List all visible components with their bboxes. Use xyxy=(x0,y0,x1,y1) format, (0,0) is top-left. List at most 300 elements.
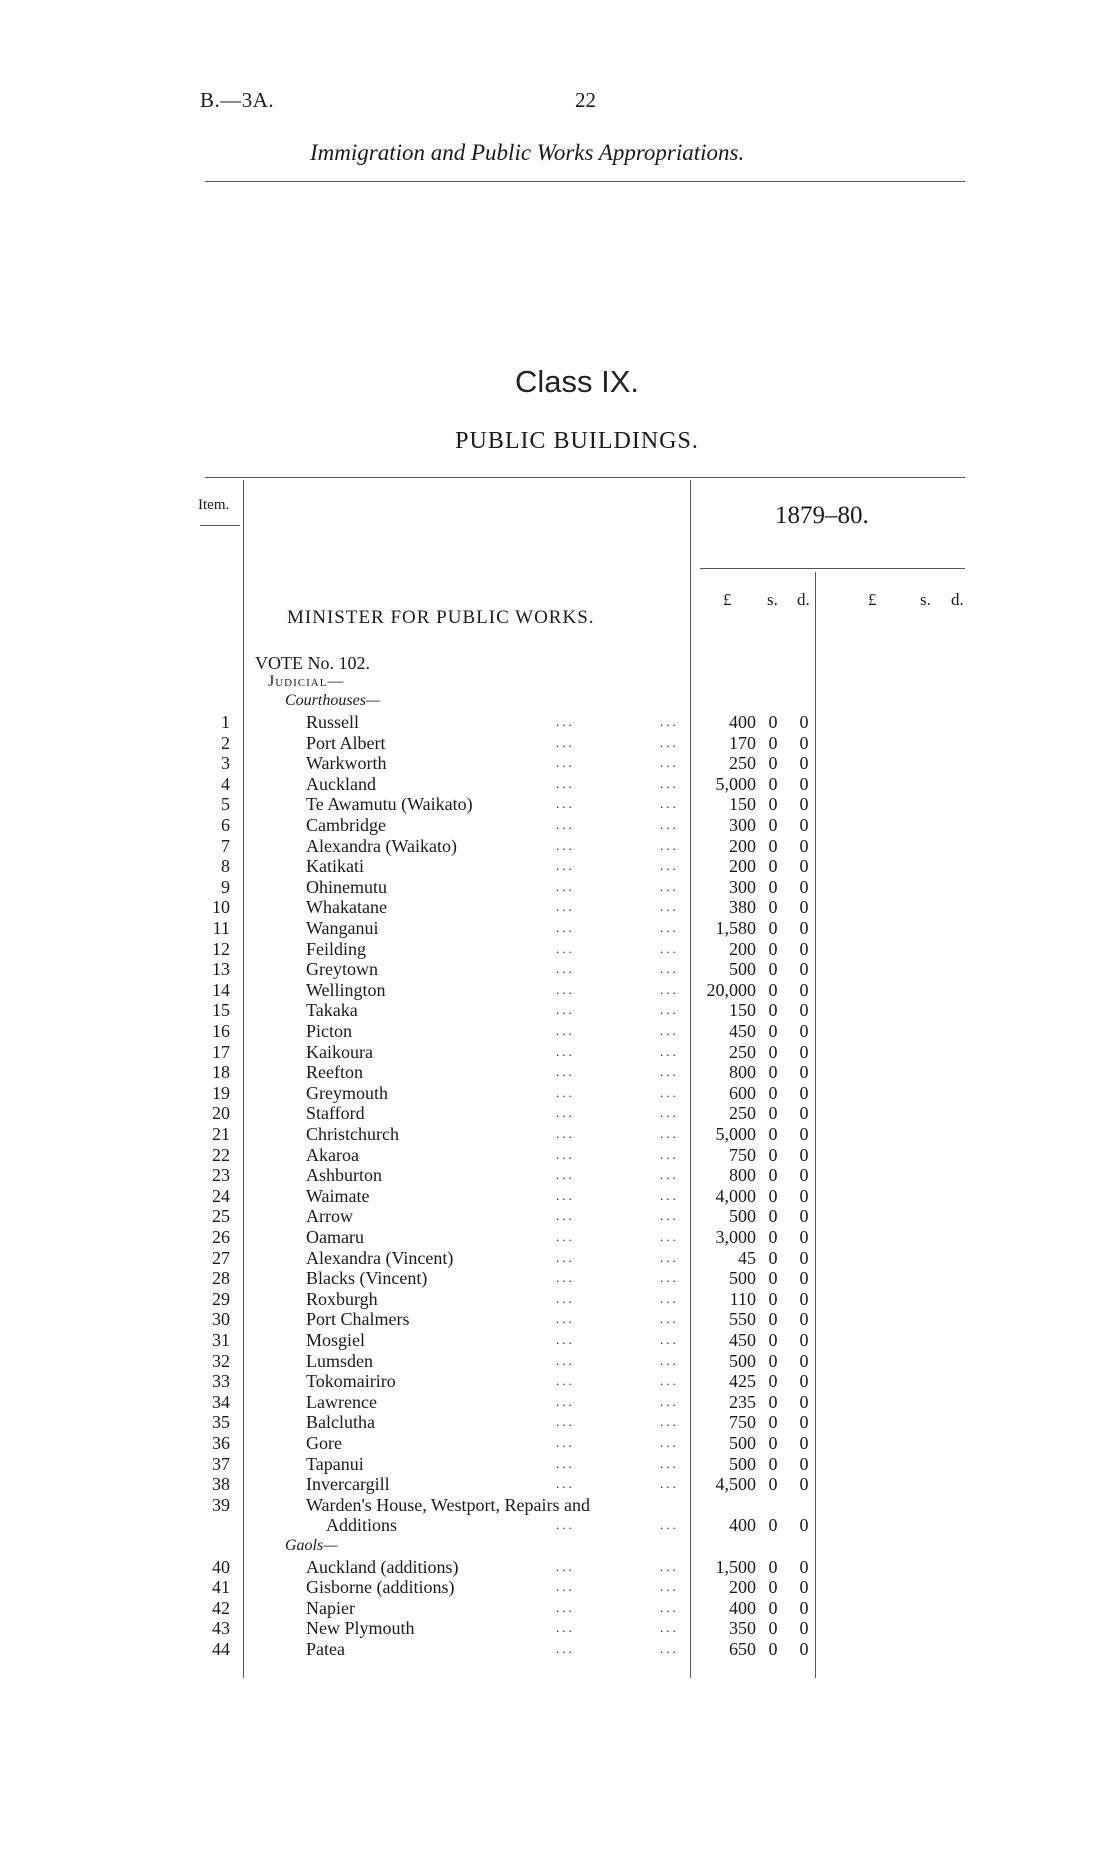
leader-dots: ... xyxy=(556,1579,575,1595)
amount-shillings: 0 xyxy=(768,1391,778,1412)
amount-pounds: 450 xyxy=(729,1021,756,1041)
leader-dots: ... xyxy=(660,940,679,956)
table-row xyxy=(0,794,1114,815)
amount-shillings: 0 xyxy=(768,1639,778,1659)
amount-pence: 0 xyxy=(799,959,809,980)
amount-shillings: 0 xyxy=(768,1453,778,1474)
table-row xyxy=(0,1330,1114,1351)
amount-shillings: 0 xyxy=(768,856,778,877)
running-title: Immigration and Public Works Appropriations. xyxy=(310,140,745,165)
section-title: PUBLIC BUILDINGS. xyxy=(455,428,699,454)
item-name: Alexandra (Waikato) xyxy=(306,835,457,856)
amount-shillings: 0 xyxy=(768,1000,778,1021)
leader-dots: ... xyxy=(556,1105,575,1121)
amount-pounds: 250 xyxy=(729,753,756,774)
pounds-header-2: £ xyxy=(868,590,877,609)
item-number: 8 xyxy=(221,856,230,877)
amount-pence: 0 xyxy=(799,835,809,856)
item-number: 33 xyxy=(212,1371,230,1392)
item-name: Feilding xyxy=(306,938,367,959)
item-name: Waimate xyxy=(306,1185,370,1206)
table-row xyxy=(0,1083,1114,1104)
table-row xyxy=(0,1371,1114,1392)
amount-pence: 0 xyxy=(799,1639,809,1659)
amount-pence: 0 xyxy=(799,1082,809,1103)
item-number: 6 xyxy=(221,815,230,835)
leader-dots: ... xyxy=(660,1167,679,1183)
amount-pence: 0 xyxy=(799,1206,809,1227)
leader-dots: ... xyxy=(660,1517,679,1533)
table-row xyxy=(0,1062,1114,1083)
leader-dots: ... xyxy=(660,714,679,729)
leader-dots: ... xyxy=(660,1641,679,1656)
table-row xyxy=(0,1639,1114,1660)
amount-shillings: 0 xyxy=(768,835,778,856)
item-number: 23 xyxy=(212,1165,230,1186)
table-row xyxy=(0,1577,1114,1598)
item-number: 35 xyxy=(212,1412,230,1433)
amount-pence: 0 xyxy=(799,1577,809,1598)
table-row-warden-line2 xyxy=(0,1515,1114,1536)
amount-shillings: 0 xyxy=(768,1618,778,1639)
table-row xyxy=(0,1412,1114,1433)
leader-dots: ... xyxy=(556,899,575,915)
amount-pounds: 20,000 xyxy=(706,979,756,1000)
amount-shillings: 0 xyxy=(768,1433,778,1453)
amount-pounds: 200 xyxy=(729,1577,756,1598)
leader-dots: ... xyxy=(660,1558,679,1574)
leader-dots: ... xyxy=(660,899,679,915)
item-number: 32 xyxy=(212,1350,230,1371)
amount-pounds: 150 xyxy=(729,1000,756,1021)
amount-pounds: 150 xyxy=(729,794,756,815)
amount-pounds: 250 xyxy=(729,1103,756,1124)
item-name: Ohinemutu xyxy=(306,876,387,897)
item-number: 7 xyxy=(221,835,230,856)
pence-header-2: d. xyxy=(951,590,964,609)
amount-pence: 0 xyxy=(799,753,809,774)
amount-pounds: 4,500 xyxy=(715,1474,756,1495)
leader-dots: ... xyxy=(660,1270,679,1286)
amount-pence: 0 xyxy=(799,918,809,938)
amount-pounds: 5,000 xyxy=(715,773,756,794)
item-name: Stafford xyxy=(306,1103,365,1124)
leader-dots: ... xyxy=(556,755,575,771)
amount-pence: 0 xyxy=(799,876,809,897)
table-row xyxy=(0,753,1114,774)
item-name: Ashburton xyxy=(306,1165,382,1186)
ministry-heading: MINISTER FOR PUBLIC WORKS. xyxy=(287,607,595,628)
gaols-heading: Gaols— xyxy=(285,1537,338,1554)
table-row xyxy=(0,1248,1114,1269)
leader-dots: ... xyxy=(660,1332,679,1347)
leader-dots: ... xyxy=(660,755,679,771)
item-name: Port Albert xyxy=(306,732,386,753)
item-number: 26 xyxy=(212,1227,230,1247)
table-top-rule xyxy=(205,477,965,478)
amount-pounds: 400 xyxy=(729,1597,756,1618)
amount-pounds: 300 xyxy=(729,876,756,897)
item-name: Warkworth xyxy=(306,753,387,774)
amount-shillings: 0 xyxy=(768,753,778,774)
amount-pounds: 200 xyxy=(729,856,756,877)
class-title: Class IX. xyxy=(514,364,640,399)
leader-dots: ... xyxy=(556,1455,575,1471)
leader-dots: ... xyxy=(556,1641,575,1656)
leader-dots: ... xyxy=(660,734,679,750)
amount-shillings: 0 xyxy=(768,1474,778,1495)
leader-dots: ... xyxy=(556,837,575,853)
item-number: 16 xyxy=(212,1021,230,1041)
leader-dots: ... xyxy=(556,1249,575,1265)
amount-pence: 0 xyxy=(799,1041,809,1062)
item-number: 41 xyxy=(212,1577,230,1598)
item-name: Tokomairiro xyxy=(306,1371,396,1392)
amount-shillings: 0 xyxy=(768,1556,778,1577)
item-name: Russell xyxy=(306,712,360,732)
item-number: 20 xyxy=(212,1103,230,1124)
leader-dots: ... xyxy=(556,796,575,812)
item-number: 27 xyxy=(212,1247,230,1268)
item-number: 36 xyxy=(212,1433,230,1453)
amount-pence: 0 xyxy=(799,1474,809,1495)
amount-pounds: 425 xyxy=(729,1371,756,1392)
leader-dots: ... xyxy=(556,714,575,729)
amount-pounds: 45 xyxy=(738,1247,756,1268)
amount-shillings: 0 xyxy=(768,897,778,918)
leader-dots: ... xyxy=(556,1229,575,1244)
item-name-continued: Additions xyxy=(326,1515,398,1536)
leader-dots: ... xyxy=(660,1579,679,1595)
leader-dots: ... xyxy=(556,734,575,750)
amount-pence: 0 xyxy=(799,815,809,835)
leader-dots: ... xyxy=(556,1352,575,1368)
amount-pence: 0 xyxy=(799,712,809,732)
item-header-underline xyxy=(200,525,240,526)
item-number: 17 xyxy=(212,1041,230,1062)
leader-dots: ... xyxy=(660,837,679,853)
amount-shillings: 0 xyxy=(768,815,778,835)
leader-dots: ... xyxy=(660,1126,679,1141)
leader-dots: ... xyxy=(660,920,679,935)
table-row xyxy=(0,856,1114,877)
leader-dots: ... xyxy=(556,1270,575,1286)
item-name: Gore xyxy=(306,1433,342,1453)
leader-dots: ... xyxy=(660,796,679,812)
item-number: 11 xyxy=(212,918,230,938)
table-row xyxy=(0,1392,1114,1413)
amount-pounds: 3,000 xyxy=(715,1227,756,1247)
amount-pounds: 800 xyxy=(729,1062,756,1083)
item-name: Katikati xyxy=(306,856,364,877)
document-reference: B.—3A. xyxy=(200,88,275,112)
amount-pounds: 170 xyxy=(729,732,756,753)
page-number: 22 xyxy=(575,88,596,112)
item-number: 5 xyxy=(221,794,230,815)
leader-dots: ... xyxy=(660,1620,679,1636)
amount-pence: 0 xyxy=(799,1268,809,1289)
amount-pence: 0 xyxy=(799,856,809,877)
leader-dots: ... xyxy=(556,1208,575,1224)
table-row xyxy=(0,1289,1114,1310)
item-number: 18 xyxy=(212,1062,230,1083)
amount-pence: 0 xyxy=(799,1247,809,1268)
year-column-header: 1879–80. xyxy=(775,502,869,529)
leader-dots: ... xyxy=(556,1043,575,1059)
amount-pence: 0 xyxy=(799,1391,809,1412)
amount-pence: 0 xyxy=(799,773,809,794)
amount-pence: 0 xyxy=(799,1185,809,1206)
table-row xyxy=(0,897,1114,918)
item-column-header: Item. xyxy=(198,497,230,513)
item-number: 2 xyxy=(221,732,230,753)
amount-shillings: 0 xyxy=(768,1144,778,1165)
amount-pounds: 250 xyxy=(729,1041,756,1062)
amount-pence: 0 xyxy=(799,1227,809,1247)
table-row xyxy=(0,918,1114,939)
amount-pence: 0 xyxy=(799,1288,809,1309)
amount-pounds: 500 xyxy=(729,1350,756,1371)
item-name: Cambridge xyxy=(306,815,386,835)
table-row xyxy=(0,1433,1114,1454)
amount-shillings: 0 xyxy=(768,979,778,1000)
item-name: Wellington xyxy=(306,979,386,1000)
amount-shillings: 0 xyxy=(768,732,778,753)
leader-dots: ... xyxy=(556,1373,575,1389)
item-name: Roxburgh xyxy=(306,1288,378,1309)
shillings-header-2: s. xyxy=(920,590,931,609)
amount-pounds: 500 xyxy=(729,1453,756,1474)
leader-dots: ... xyxy=(660,1393,679,1409)
item-name: New Plymouth xyxy=(306,1618,415,1639)
amount-pence: 0 xyxy=(799,1433,809,1453)
leader-dots: ... xyxy=(556,1290,575,1306)
amount-pounds: 1,580 xyxy=(715,918,756,938)
amount-pence: 0 xyxy=(799,1453,809,1474)
item-name: Oamaru xyxy=(306,1227,364,1247)
pounds-header-1: £ xyxy=(723,590,732,609)
table-row xyxy=(0,1268,1114,1289)
item-name: Blacks (Vincent) xyxy=(306,1268,428,1289)
leader-dots: ... xyxy=(556,1414,575,1430)
leader-dots: ... xyxy=(660,1002,679,1018)
item-number: 31 xyxy=(212,1330,230,1350)
item-number: 1 xyxy=(221,712,230,732)
amount-pence: 0 xyxy=(799,1000,809,1021)
amount-pounds: 300 xyxy=(729,815,756,835)
amount-shillings: 0 xyxy=(768,1247,778,1268)
item-name: Whakatane xyxy=(306,897,387,918)
amount-pounds: 400 xyxy=(729,1515,756,1536)
leader-dots: ... xyxy=(556,1599,575,1615)
amount-pounds: 400 xyxy=(729,712,756,732)
item-name: Patea xyxy=(306,1639,345,1659)
table-row xyxy=(0,1165,1114,1186)
item-name: Arrow xyxy=(306,1206,353,1227)
leader-dots: ... xyxy=(660,1311,679,1327)
amount-pence: 0 xyxy=(799,1597,809,1618)
leader-dots: ... xyxy=(660,1043,679,1059)
item-number: 28 xyxy=(212,1268,230,1289)
item-number: 25 xyxy=(212,1206,230,1227)
table-row xyxy=(0,815,1114,836)
leader-dots: ... xyxy=(556,981,575,997)
item-name: Port Chalmers xyxy=(306,1309,410,1330)
leader-dots: ... xyxy=(556,878,575,894)
leader-dots: ... xyxy=(556,940,575,956)
table-row xyxy=(0,774,1114,795)
amount-shillings: 0 xyxy=(768,712,778,732)
item-name: Napier xyxy=(306,1597,355,1618)
amount-pounds: 450 xyxy=(729,1330,756,1350)
amount-shillings: 0 xyxy=(768,773,778,794)
leader-dots: ... xyxy=(556,1126,575,1141)
amount-pounds: 380 xyxy=(729,897,756,918)
amount-pence: 0 xyxy=(799,1350,809,1371)
leader-dots: ... xyxy=(556,1311,575,1327)
amount-pence: 0 xyxy=(799,1165,809,1186)
item-number: 10 xyxy=(212,897,230,918)
item-name: Alexandra (Vincent) xyxy=(306,1247,454,1268)
item-number: 30 xyxy=(212,1309,230,1330)
amount-pounds: 800 xyxy=(729,1165,756,1186)
table-row xyxy=(0,1103,1114,1124)
table-row xyxy=(0,1351,1114,1372)
leader-dots: ... xyxy=(660,1373,679,1389)
amount-shillings: 0 xyxy=(768,1124,778,1144)
table-row xyxy=(0,1124,1114,1145)
leader-dots: ... xyxy=(660,1023,679,1038)
item-name: Greytown xyxy=(306,959,378,980)
amount-shillings: 0 xyxy=(768,1041,778,1062)
courthouses-heading: Courthouses— xyxy=(285,692,381,709)
amount-pence: 0 xyxy=(799,1124,809,1144)
leader-dots: ... xyxy=(660,858,679,874)
amount-pounds: 500 xyxy=(729,959,756,980)
table-row xyxy=(0,733,1114,754)
amount-shillings: 0 xyxy=(768,876,778,897)
item-number: 12 xyxy=(212,938,230,959)
leader-dots: ... xyxy=(660,961,679,977)
amount-shillings: 0 xyxy=(768,1371,778,1392)
leader-dots: ... xyxy=(660,1146,679,1162)
leader-dots: ... xyxy=(660,1599,679,1615)
item-name: Tapanui xyxy=(306,1453,364,1474)
item-name: Picton xyxy=(306,1021,353,1041)
leader-dots: ... xyxy=(660,1208,679,1224)
leader-dots: ... xyxy=(556,1187,575,1203)
table-row xyxy=(0,980,1114,1001)
item-name: Te Awamutu (Waikato) xyxy=(306,794,473,815)
amount-pence: 0 xyxy=(799,1412,809,1433)
amount-shillings: 0 xyxy=(768,959,778,980)
item-number: 3 xyxy=(221,753,230,774)
amount-pounds: 5,000 xyxy=(715,1124,756,1144)
amount-pence: 0 xyxy=(799,938,809,959)
amount-shillings: 0 xyxy=(768,1165,778,1186)
item-name: Lumsden xyxy=(306,1350,373,1371)
item-number: 39 xyxy=(212,1494,230,1515)
amount-pounds: 350 xyxy=(729,1618,756,1639)
leader-dots: ... xyxy=(660,1352,679,1368)
table-row xyxy=(0,1618,1114,1639)
leader-dots: ... xyxy=(660,1105,679,1121)
leader-dots: ... xyxy=(660,1476,679,1492)
amount-shillings: 0 xyxy=(768,1206,778,1227)
item-number: 19 xyxy=(212,1082,230,1103)
leader-dots: ... xyxy=(556,1620,575,1636)
amount-pence: 0 xyxy=(799,1618,809,1639)
amount-pounds: 750 xyxy=(729,1144,756,1165)
amount-pounds: 235 xyxy=(729,1391,756,1412)
amount-pounds: 200 xyxy=(729,835,756,856)
table-row xyxy=(0,1206,1114,1227)
amount-pounds: 110 xyxy=(729,1288,756,1309)
table-row xyxy=(0,1557,1114,1578)
leader-dots: ... xyxy=(660,1455,679,1471)
item-number: 21 xyxy=(212,1124,230,1144)
table-row xyxy=(0,877,1114,898)
leader-dots: ... xyxy=(660,1084,679,1100)
item-name: Auckland (additions) xyxy=(306,1556,459,1577)
amount-pounds: 550 xyxy=(729,1309,756,1330)
leader-dots: ... xyxy=(660,817,679,832)
amount-pounds: 600 xyxy=(729,1082,756,1103)
table-row xyxy=(0,1145,1114,1166)
amount-shillings: 0 xyxy=(768,1288,778,1309)
leader-dots: ... xyxy=(556,1476,575,1492)
amount-pounds: 650 xyxy=(729,1639,756,1659)
year-header-underline xyxy=(700,568,965,569)
item-number: 42 xyxy=(212,1597,230,1618)
item-name: Wanganui xyxy=(306,918,379,938)
amount-shillings: 0 xyxy=(768,918,778,938)
table-row xyxy=(0,712,1114,733)
item-number: 15 xyxy=(212,1000,230,1021)
item-name: Invercargill xyxy=(306,1474,390,1495)
leader-dots: ... xyxy=(660,1187,679,1203)
amount-shillings: 0 xyxy=(768,1577,778,1598)
table-row xyxy=(0,836,1114,857)
item-number: 38 xyxy=(212,1474,230,1495)
leader-dots: ... xyxy=(556,817,575,832)
amount-pence: 0 xyxy=(799,1062,809,1083)
leader-dots: ... xyxy=(556,1002,575,1018)
table-row xyxy=(0,1474,1114,1495)
leader-dots: ... xyxy=(660,1414,679,1430)
table-row xyxy=(0,1021,1114,1042)
table-row xyxy=(0,939,1114,960)
amount-shillings: 0 xyxy=(768,1082,778,1103)
item-number: 34 xyxy=(212,1391,230,1412)
leader-dots: ... xyxy=(660,1290,679,1306)
leader-dots: ... xyxy=(556,1393,575,1409)
amount-shillings: 0 xyxy=(768,1227,778,1247)
item-number: 24 xyxy=(212,1185,230,1206)
amount-pence: 0 xyxy=(799,1021,809,1041)
amount-shillings: 0 xyxy=(768,1330,778,1350)
leader-dots: ... xyxy=(556,1064,575,1080)
judicial-heading: Judicial— xyxy=(268,673,345,690)
amount-shillings: 0 xyxy=(768,1103,778,1124)
amount-pence: 0 xyxy=(799,1309,809,1330)
item-number: 4 xyxy=(221,773,230,794)
leader-dots: ... xyxy=(556,1167,575,1183)
amount-pounds: 500 xyxy=(729,1206,756,1227)
table-row xyxy=(0,1186,1114,1207)
item-number: 43 xyxy=(212,1618,230,1639)
leader-dots: ... xyxy=(660,878,679,894)
